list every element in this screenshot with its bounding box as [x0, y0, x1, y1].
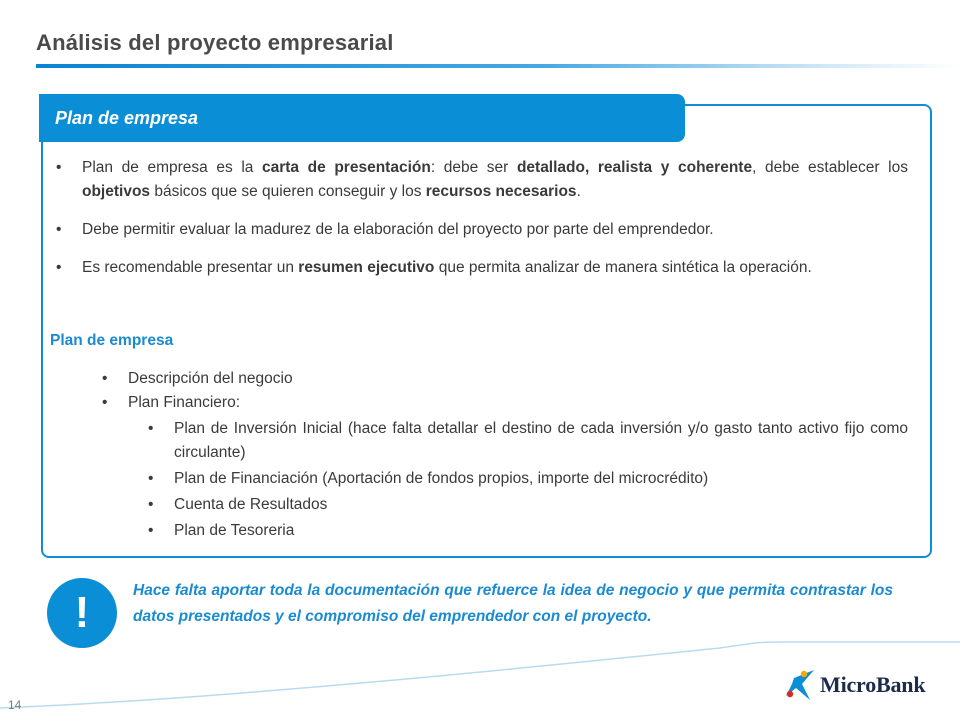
microbank-logo [780, 664, 940, 704]
page-number: 14 [8, 698, 22, 712]
plan-sublist [148, 417, 908, 543]
text-segment: , debe establecer los [752, 159, 908, 176]
text-segment: Plan de empresa es la [82, 159, 262, 176]
section-tab: Plan de empresa [39, 94, 685, 142]
plan-item [102, 391, 908, 543]
logo-wordmark: MicroBank [820, 672, 926, 697]
bold-text: resumen ejecutivo [298, 259, 435, 276]
plan-subitem: • Cuenta de Resultados [148, 493, 908, 517]
plan-item-label: Descripción del negocio [128, 370, 293, 387]
star-icon [780, 664, 820, 704]
text-segment: básicos que se quieren conseguir y los [150, 183, 426, 200]
intro-bullet [56, 218, 908, 242]
plan-item [102, 367, 908, 391]
plan-item-label: Plan Financiero: [128, 394, 241, 411]
intro-bullet [56, 156, 908, 204]
text-segment: : debe ser [430, 159, 517, 176]
alert-icon: ! [47, 578, 117, 648]
title-underline [36, 64, 960, 68]
bold-text: detallado, realista y coherente [516, 159, 753, 176]
plan-list [102, 367, 908, 545]
text-segment: Es recomendable presentar un [82, 259, 299, 276]
plan-subitem: • Plan de Inversión Inicial (hace falta detallar el destino de cada inversión y/o gasto tanto activo fijo como circulante) [148, 417, 908, 465]
alert-text: Hace falta aportar toda la documentación que refuerce la idea de negocio y que permita contrastar los datos presentados y el compromiso del emprendedor con el proyecto. [133, 582, 893, 625]
plan-subheading: Plan de empresa [50, 332, 174, 349]
bold-text: recursos necesarios [425, 183, 577, 200]
text-segment: que permita analizar de manera sintética la operación. [434, 259, 812, 276]
intro-bullet-list [56, 156, 908, 294]
text-segment: Debe permitir evaluar la madurez de la elaboración del proyecto por parte del emprendedor. [82, 221, 714, 238]
bold-text: carta de presentación [262, 159, 431, 176]
slide-title: Análisis del proyecto empresarial [36, 30, 394, 55]
plan-subitem: • Plan de Tesoreria [148, 519, 908, 543]
bold-text: objetivos [82, 183, 151, 200]
text-segment: . [576, 183, 581, 200]
plan-subitem: • Plan de Financiación (Aportación de fondos propios, importe del microcrédito) [148, 467, 908, 491]
intro-bullet [56, 256, 908, 280]
